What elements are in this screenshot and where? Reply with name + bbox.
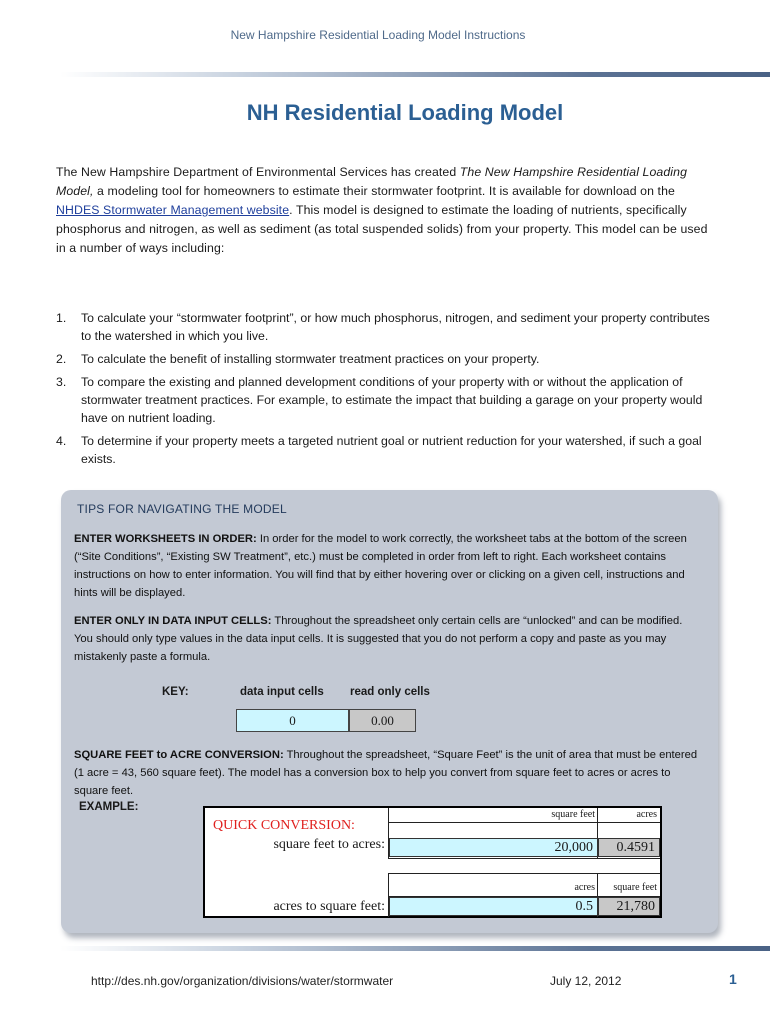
tip-text: In order for the model to work correctly, the worksheet tabs at the bottom of the screen (“Site Conditions”, “Existing SW Treatment”, etc.) must be completed in order from left to right. Each worksheet contains instructions on how to enter information. You will find that by either hovering over or clicking on a given cell, instructions and hints will be displayed. bbox=[74, 533, 687, 599]
grid-line bbox=[388, 822, 660, 823]
footer-url: http://des.nh.gov/organization/divisions/water/stormwater bbox=[91, 974, 394, 988]
example-label: EXAMPLE: bbox=[79, 801, 139, 813]
tip-text: Throughout the spreadsheet, “Square Feet” is the unit of area that must be entered (1 acre = 43, 560 square feet). The model has a conversion box to help you convert from square feet to acres or acres to square feet. bbox=[74, 749, 698, 797]
col-header-acres: acres bbox=[574, 882, 595, 893]
list-number: 1. bbox=[56, 311, 67, 325]
grid-line bbox=[388, 873, 660, 874]
footer-rule bbox=[60, 946, 770, 951]
tip-title: ENTER ONLY IN DATA INPUT CELLS: bbox=[74, 615, 272, 627]
list-text: To calculate the benefit of installing stormwater treatment practices on your property. bbox=[81, 352, 540, 366]
sqft-to-acres-label: square feet to acres: bbox=[273, 837, 385, 852]
worksheets-tip bbox=[74, 530, 704, 602]
quick-conversion-title: QUICK CONVERSION: bbox=[213, 818, 355, 833]
acres-output-cell: 0.4591 bbox=[598, 838, 660, 857]
list-text: To determine if your property meets a targeted nutrient goal or nutrient reduction for your watershed, if such a goal exists. bbox=[81, 434, 702, 466]
uses-list bbox=[56, 309, 716, 473]
list-item bbox=[56, 432, 716, 468]
list-item bbox=[56, 350, 716, 368]
col-header-square-feet: square feet bbox=[613, 882, 657, 893]
list-item bbox=[56, 309, 716, 345]
header-rule bbox=[60, 72, 770, 77]
intro-text: . This model is designed to estimate the loading of nutrients, specifically phosphorus and nitrogen, as well as sediment (as total suspended solids) from your property. This model can be used in a number of ways including: bbox=[56, 203, 708, 255]
key-label: KEY: bbox=[162, 686, 189, 698]
list-number: 2. bbox=[56, 352, 67, 366]
intro-paragraph bbox=[56, 163, 716, 258]
tips-heading: TIPS FOR NAVIGATING THE MODEL bbox=[77, 502, 287, 516]
list-text: To calculate your “stormwater footprint”, or how much phosphorus, nitrogen, and sediment your property contributes to the watershed in which you live. bbox=[81, 311, 710, 343]
col-header-square-feet: square feet bbox=[551, 809, 595, 820]
readonly-cells-label: read only cells bbox=[350, 686, 430, 698]
tip-title: ENTER WORKSHEETS IN ORDER: bbox=[74, 533, 257, 545]
sample-input-cell: 0 bbox=[236, 709, 349, 732]
sample-readonly-cell: 0.00 bbox=[349, 709, 416, 732]
acres-input-cell: 0.5 bbox=[389, 897, 598, 916]
intro-text: a modeling tool for homeowners to estimate their stormwater footprint. It is available for download on the bbox=[93, 184, 675, 198]
tip-text: Throughout the spreadsheet only certain cells are “unlocked” and can be modified. You should only type values in the data input cells. It is suggested that you do not perform a copy and paste as you may mistakenly paste a formula. bbox=[74, 615, 683, 663]
nhdes-link[interactable]: NHDES Stormwater Management website bbox=[56, 203, 290, 217]
page-title: NH Residential Loading Model bbox=[246, 100, 564, 125]
running-header: New Hampshire Residential Loading Model Instructions bbox=[230, 28, 526, 42]
sqft-input-cell: 20,000 bbox=[389, 838, 598, 857]
list-text: To compare the existing and planned development conditions of your property with or without the application of stormwater treatment practices. For example, to estimate the impact that building a garage on your property would have on nutrient loading. bbox=[81, 375, 703, 425]
quick-conversion-table bbox=[203, 806, 662, 918]
sqft-output-cell: 21,780 bbox=[598, 897, 660, 916]
list-number: 3. bbox=[56, 375, 67, 389]
col-header-acres: acres bbox=[636, 809, 657, 820]
intro-text: The New Hampshire Department of Environmental Services has created bbox=[56, 165, 460, 179]
conversion-tip bbox=[74, 746, 704, 800]
grid-line bbox=[388, 858, 660, 859]
tip-title: SQUARE FEET to ACRE CONVERSION: bbox=[74, 749, 284, 761]
input-cells-label: data input cells bbox=[240, 686, 324, 698]
page-number: 1 bbox=[729, 971, 737, 987]
list-item bbox=[56, 373, 716, 427]
footer-date: July 12, 2012 bbox=[550, 974, 622, 988]
list-number: 4. bbox=[56, 434, 67, 448]
input-cells-tip bbox=[74, 612, 704, 666]
acres-to-sqft-label: acres to square feet: bbox=[273, 899, 385, 914]
model-name: The New Hampshire Residential Loading Model, bbox=[56, 165, 688, 198]
